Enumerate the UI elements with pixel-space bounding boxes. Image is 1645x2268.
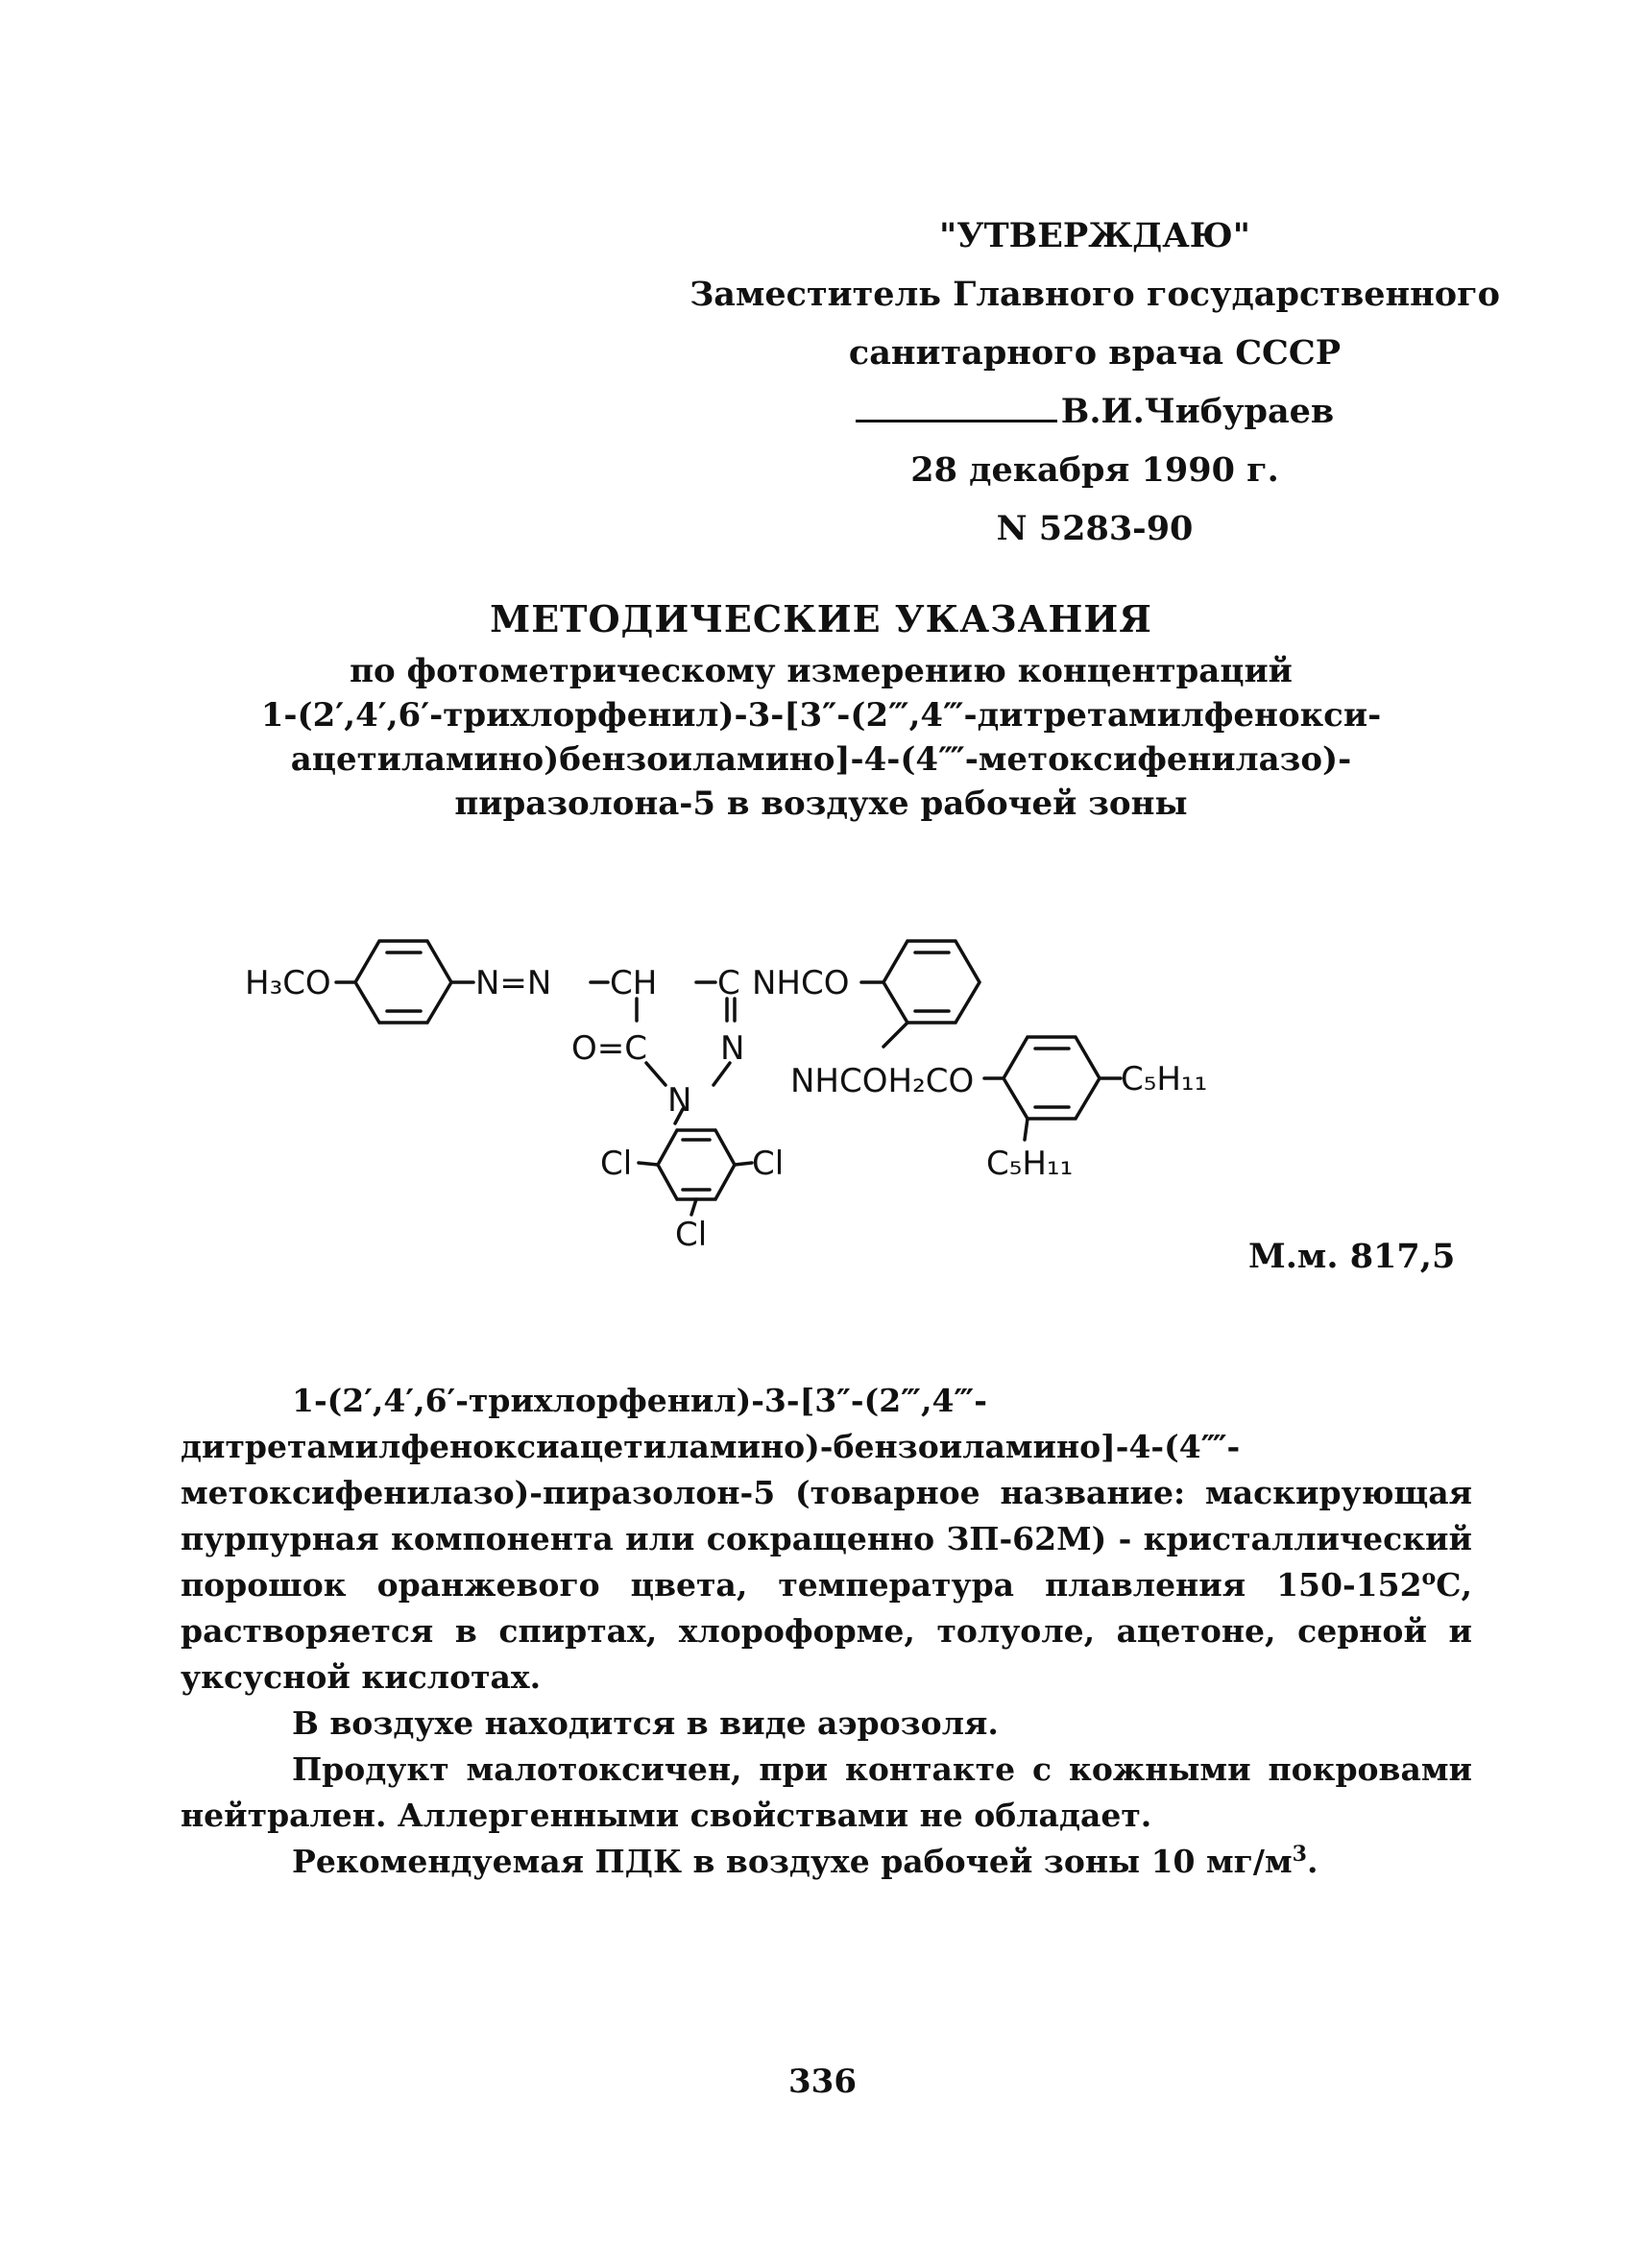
approval-heading: "УТВЕРЖДАЮ" bbox=[938, 216, 1251, 255]
body-paragraph-4-text: Рекомендуемая ПДК в воздухе рабочей зоны 10 мг/м bbox=[292, 1843, 1293, 1880]
body-paragraph-3: Продукт малотоксичен, при контакте с кожными покровами нейтрален. Аллергенными свойствами не обладает. bbox=[181, 1750, 1472, 1834]
structural-formula bbox=[245, 927, 1282, 1253]
formula-c5h11-a: C₅H₁₁ bbox=[1121, 1060, 1208, 1098]
document-subtitle-line4: пиразолона-5 в воздухе рабочей зоны bbox=[454, 784, 1188, 823]
approval-signatory: В.И.Чибураев bbox=[1060, 392, 1335, 431]
formula-ch: CH bbox=[610, 964, 658, 1002]
formula-cl-left: Cl bbox=[600, 1145, 633, 1183]
approval-date: 28 декабря 1990 г. bbox=[910, 450, 1279, 490]
formula-nhcoch2co: NHCOH₂CO bbox=[790, 1062, 975, 1100]
approval-block bbox=[672, 206, 1517, 558]
structural-formula-drawing bbox=[245, 927, 1282, 1253]
document-title-block bbox=[221, 590, 1421, 826]
document-title: МЕТОДИЧЕСКИЕ УКАЗАНИЯ bbox=[490, 597, 1152, 640]
molecular-weight: М.м. 817,5 bbox=[1248, 1237, 1456, 1276]
formula-c5h11-b: C₅H₁₁ bbox=[986, 1145, 1074, 1183]
document-subtitle-line2: 1-(2′,4′,6′-трихлорфенил)-3-[3″-(2‴,4‴-дитретамилфенокси- bbox=[260, 696, 1382, 735]
page-number: 336 bbox=[788, 2063, 857, 2101]
signature-blank bbox=[856, 391, 1057, 422]
body-paragraph-1-text: 1-(2′,4′,6′-трихлорфенил)-3-[3″-(2‴,4‴-дитретамилфеноксиацетиламино)-бензоиламино]-4-(4⁗-метоксифенилазо)-пиразолон-5 (товарное название: маскирующая пурпурная компонента или сокращенно ЗП-62М) - кристаллический порошок оранжевого цвета, температура плавления 150-152 bbox=[181, 1382, 1472, 1604]
document-body bbox=[181, 1378, 1472, 1885]
formula-cl-bottom: Cl bbox=[675, 1216, 708, 1253]
formula-cl-right: Cl bbox=[752, 1145, 785, 1183]
body-paragraph-4-end: . bbox=[1306, 1843, 1318, 1880]
approval-signature-line bbox=[672, 382, 1517, 441]
body-paragraph-2: В воздухе находится в виде аэрозоля. bbox=[292, 1704, 999, 1742]
body-paragraph-1 bbox=[181, 1378, 1472, 1701]
formula-c: C bbox=[717, 964, 740, 1002]
body-paragraph-4 bbox=[181, 1839, 1472, 1885]
formula-azo: N=N bbox=[475, 964, 552, 1002]
cubic-superscript: 3 bbox=[1292, 1842, 1307, 1867]
document-subtitle-line3: ацетиламино)бензоиламино]-4-(4⁗-метоксифенилазо)- bbox=[290, 740, 1352, 779]
formula-o-eq-c: O=C bbox=[571, 1029, 647, 1068]
formula-n2: N bbox=[667, 1081, 692, 1120]
formula-h3co: H₃CO bbox=[245, 964, 331, 1002]
approval-number: N 5283-90 bbox=[996, 509, 1194, 548]
body-paragraph-1-end: С, растворяется в спиртах, хлороформе, толуоле, ацетоне, серной и уксусной кислотах. bbox=[181, 1566, 1472, 1696]
approval-position-line1: Заместитель Главного государственного bbox=[689, 275, 1500, 314]
document-subtitle-line1: по фотометрическому измерению концентраций bbox=[350, 652, 1293, 690]
approval-position-line2: санитарного врача СССР bbox=[848, 333, 1342, 373]
formula-nhco: NHCO bbox=[752, 964, 850, 1002]
formula-n1: N bbox=[720, 1029, 745, 1068]
degree-superscript: o bbox=[1421, 1565, 1437, 1590]
